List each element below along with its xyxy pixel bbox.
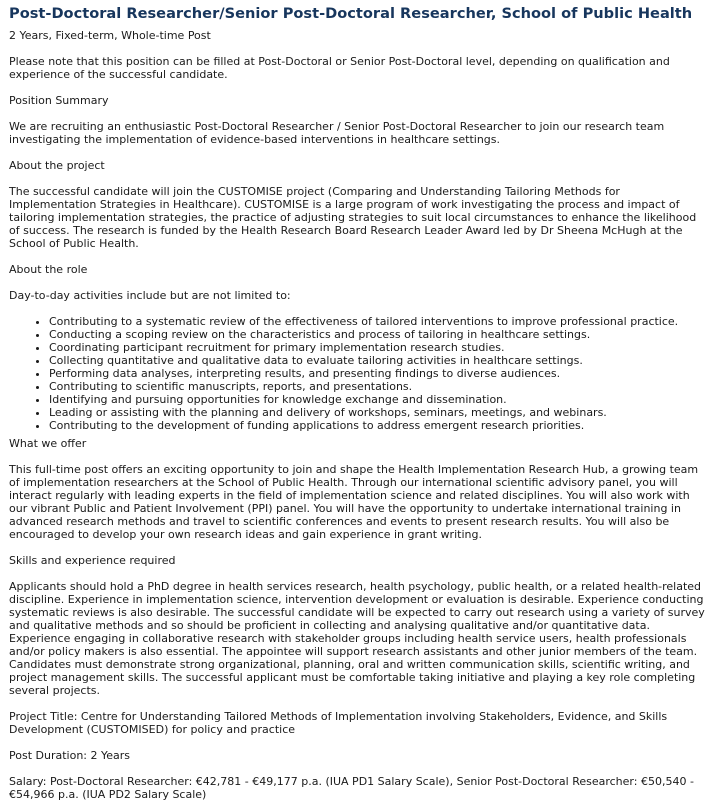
list-item: • Identifying and pursuing opportunities for knowledge exchange and dissemination. <box>49 393 710 406</box>
post-duration: Post Duration: 2 Years <box>9 749 131 762</box>
list-item: • Collecting quantitative and qualitative data to evaluate tailoring activities in healthcare settings. <box>49 354 710 367</box>
list-item: • Performing data analyses, interpreting results, and presenting findings to diverse audiences. <box>49 367 710 380</box>
salary: Salary: Post-Doctoral Researcher: €42,781 - €49,177 p.a. (IUA PD1 Salary Scale), Senior Post-Doctoral Researcher: €50,540 - €54,966 p.a. (IUA PD2 Salary Scale) <box>9 775 694 801</box>
offer-heading: What we offer <box>9 437 87 450</box>
about-project-paragraph: The successful candidate will join the CUSTOMISE project (Comparing and Understanding Tailoring Methods for Implementation Strategies in Healthcare). CUSTOMISE is a large program of work investigating the process and impact of tailoring implementation strategies, the practice of adjusting strategies to suit local circumstances to enhance the likelihood of success. The research is funded by the Health Research Board Research Leader Award led by Dr Sheena McHugh at the School of Public Health. <box>9 185 697 250</box>
list-item: • Coordinating participant recruitment for primary implementation research studies. <box>49 341 710 354</box>
intro-paragraph: Please note that this position can be filled at Post-Doctoral or Senior Post-Doctoral level, depending on qualification and experience of the successful candidate. <box>9 55 670 81</box>
position-summary-paragraph: We are recruiting an enthusiastic Post-Doctoral Researcher / Senior Post-Doctoral Researcher to join our research team investigating the implementation of evidence-based interventions in healthcare settings. <box>9 120 665 146</box>
skills-paragraph: Applicants should hold a PhD degree in health services research, health psychology, public health, or a related health-related discipline. Experience in implementation science, intervention development or evaluation is desirable. Experience conducting systematic reviews is also desirable. The successful candidate will be expected to carry out research using a variety of survey and qualitative methods and so should be proficient in collecting and analysing qualitative and/or quantitative data. Experience engaging in collaborative research with stakeholder groups including health service users, health professionals and/or policy makers is also essential. The appointee will support research assistants and other junior members of the team. Candidates must demonstrate strong organizational, planning, oral and written communication skills, scientific writing, and project management skills. The successful applicant must be comfortable taking initiative and playing a key role completing several projects. <box>9 580 705 697</box>
skills-heading: Skills and experience required <box>9 554 176 567</box>
about-role-heading: About the role <box>9 263 88 276</box>
list-item: • Contributing to a systematic review of the effectiveness of tailored interventions to improve professional practice. <box>49 315 710 328</box>
post-type-subtitle: 2 Years, Fixed-term, Whole-time Post <box>9 29 211 42</box>
activities-list <box>9 315 710 432</box>
activities-intro: Day-to-day activities include but are not limited to: <box>9 289 291 302</box>
project-title: Project Title: Centre for Understanding Tailored Methods of Implementation involving Stakeholders, Evidence, and Skills Development (CUSTOMISED) for policy and practice <box>9 710 668 736</box>
position-summary-heading: Position Summary <box>9 94 109 107</box>
offer-paragraph: This full-time post offers an exciting opportunity to join and shape the Health Implementation Research Hub, a growing team of implementation researchers at the School of Public Health. Through our international scientific advisory panel, you will interact regularly with leading experts in the field of implementation science and related disciplines. You will also work with our vibrant Public and Patient Involvement (PPI) panel. You will have the opportunity to undertake international training in advanced research methods and travel to scientific conferences and events to present research results. You will also be encouraged to develop your own research ideas and gain experience in grant writing. <box>9 463 699 541</box>
list-item: • Contributing to the development of funding applications to address emergent research priorities. <box>49 419 710 432</box>
page-title: Post-Doctoral Researcher/Senior Post-Doctoral Researcher, School of Public Health <box>9 5 693 22</box>
list-item: • Contributing to scientific manuscripts, reports, and presentations. <box>49 380 710 393</box>
list-item: • Leading or assisting with the planning and delivery of workshops, seminars, meetings, and webinars. <box>49 406 710 419</box>
list-item: • Conducting a scoping review on the characteristics and process of tailoring in healthcare settings. <box>49 328 710 341</box>
about-project-heading: About the project <box>9 159 105 172</box>
